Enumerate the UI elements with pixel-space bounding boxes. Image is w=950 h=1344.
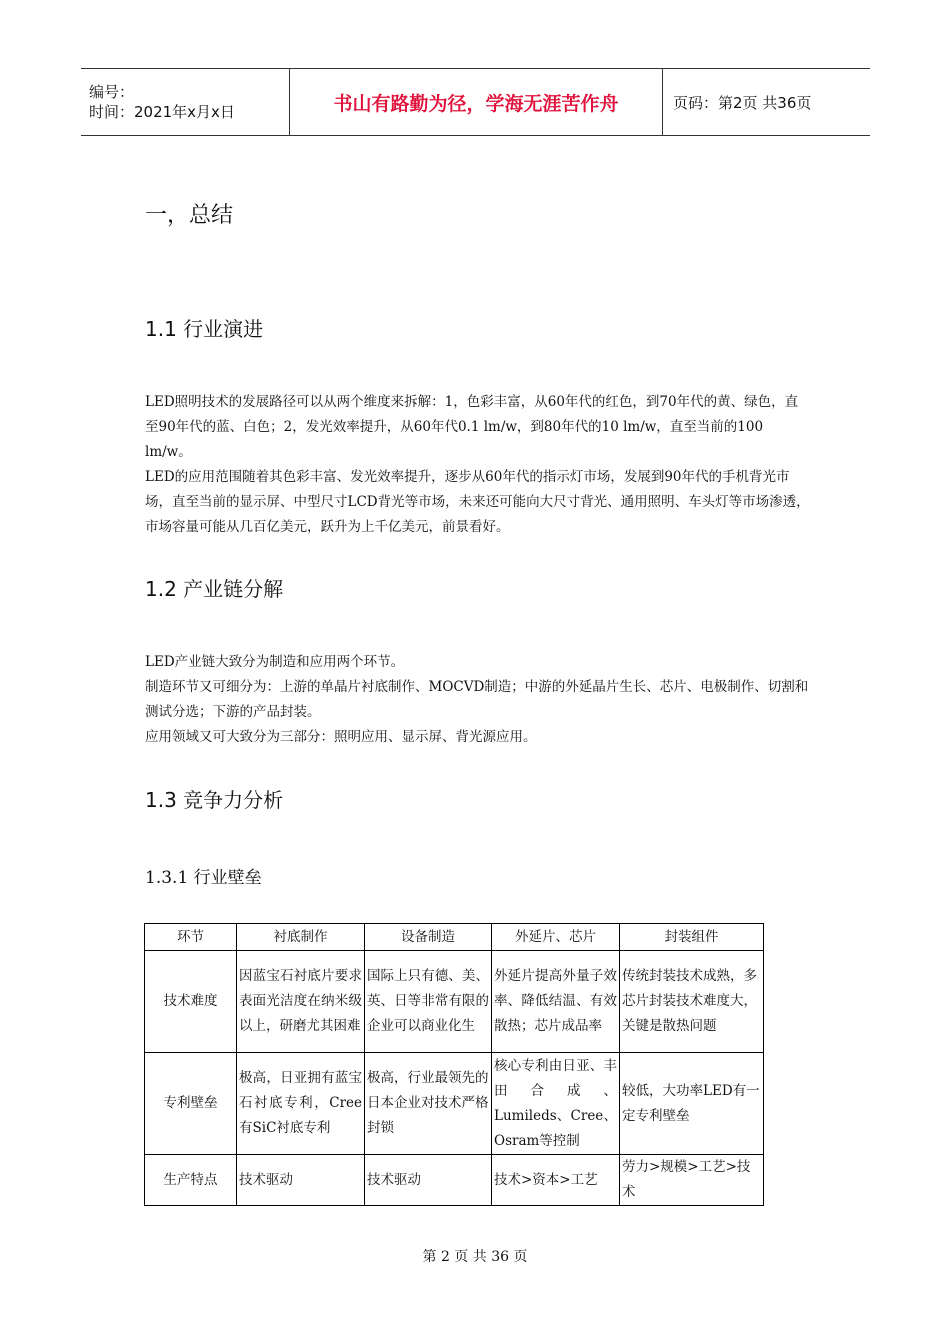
- row-label: 生产特点: [145, 1155, 237, 1206]
- section-1-3-title: 1.3 竞争力分析: [145, 788, 284, 812]
- table-cell: 极高，行业最领先的日本企业对技术严格封锁: [365, 1053, 492, 1155]
- section-1-2-body: [145, 650, 810, 750]
- table-cell: 国际上只有德、美、英、日等非常有限的企业可以商业化生: [365, 951, 492, 1053]
- paragraph: LED的应用范围随着其色彩丰富、发光效率提升，逐步从60年代的指示灯市场，发展到90年代的手机背光市场，直至当前的显示屏、中型尺寸LCD背光等市场，未来还可能向大尺寸背光、通用照明、车头灯等市场渗透，市场容量可能从几百亿美元，跃升为上千亿美元，前景看好。: [145, 469, 810, 535]
- table-cell: 极高，日亚拥有蓝宝石衬底专利，Cree有SiC衬底专利: [237, 1053, 365, 1155]
- table-cell: 劳力>规模>工艺>技术: [620, 1155, 764, 1206]
- table-cell: 较低，大功率LED有一定专利壁垒: [620, 1053, 764, 1155]
- table-row: [145, 1053, 764, 1155]
- paragraph: LED照明技术的发展路径可以从两个维度来拆解：1，色彩丰富，从60年代的红色，到70年代的黄、绿色，直至90年代的蓝、白色；2，发光效率提升，从60年代0.1 lm/w，到80年代的10 lm/w，直至当前的100 lm/w。: [145, 394, 799, 460]
- table-cell: 因蓝宝石衬底片要求表面光洁度在纳米级以上，研磨尤其困难: [237, 951, 365, 1053]
- header-meta: [81, 69, 290, 136]
- header-page-info: 页码：第2页 共36页: [663, 69, 871, 136]
- summary-title: 一，总结: [145, 203, 234, 228]
- time-label: 时间：2021年x月x日: [89, 103, 235, 121]
- table-cell: 技术>资本>工艺: [492, 1155, 620, 1206]
- section-1-1-title: 1.1 行业演进: [145, 317, 264, 341]
- table-cell: 核心专利由日亚、丰田合成、Lumileds、Cree、Osram等控制: [492, 1053, 620, 1155]
- industry-barrier-table: [144, 923, 764, 1206]
- paragraph: LED产业链大致分为制造和应用两个环节。: [145, 654, 405, 670]
- paragraph: 应用领域又可大致分为三部分：照明应用、显示屏、背光源应用。: [145, 729, 537, 745]
- table-header-cell: 设备制造: [365, 924, 492, 951]
- header-motto: 书山有路勤为径，学海无涯苦作舟: [290, 69, 663, 136]
- table-cell: 技术驱动: [237, 1155, 365, 1206]
- table-header-cell: 外延片、芯片: [492, 924, 620, 951]
- page-header: [81, 68, 870, 136]
- table-cell: 传统封装技术成熟，多芯片封装技术难度大，关键是散热问题: [620, 951, 764, 1053]
- section-1-2-title: 1.2 产业链分解: [145, 577, 284, 601]
- table-row: [145, 1155, 764, 1206]
- table-row: [145, 951, 764, 1053]
- table-header-cell: 封装组件: [620, 924, 764, 951]
- paragraph: 制造环节又可细分为：上游的单晶片衬底制作、MOCVD制造；中游的外延晶片生长、芯片、电极制作、切割和测试分选；下游的产品封装。: [145, 679, 809, 720]
- table-header-cell: 衬底制作: [237, 924, 365, 951]
- section-1-1-body: [145, 390, 810, 540]
- table-cell: 技术驱动: [365, 1155, 492, 1206]
- number-label: 编号：: [89, 83, 135, 101]
- section-1-3-1-title: 1.3.1 行业壁垒: [145, 868, 262, 888]
- row-label: 专利壁垒: [145, 1053, 237, 1155]
- row-label: 技术难度: [145, 951, 237, 1053]
- table-cell: 外延片提高外量子效率、降低结温、有效散热；芯片成品率: [492, 951, 620, 1053]
- page-footer: 第 2 页 共 36 页: [422, 1249, 528, 1265]
- table-header-row: [145, 924, 764, 951]
- table-header-cell: 环节: [145, 924, 237, 951]
